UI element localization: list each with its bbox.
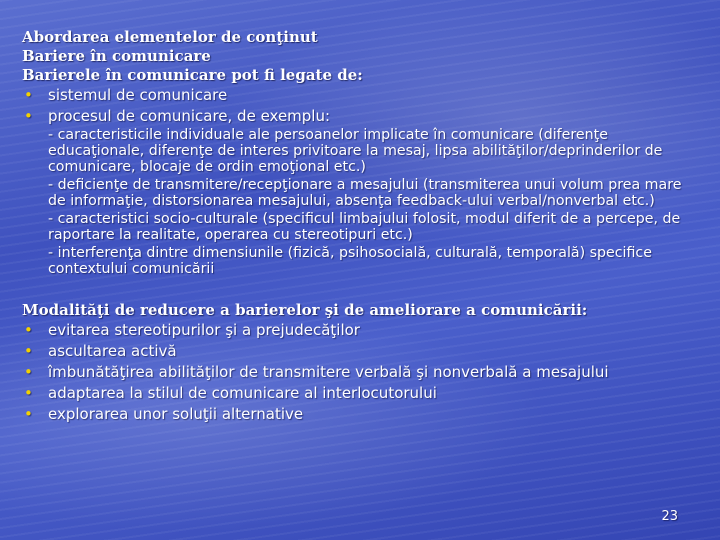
bullet-icon: • (24, 86, 33, 104)
bullet-icon: • (24, 321, 33, 339)
bullet-icon: • (24, 363, 33, 381)
bullet-icon: • (24, 384, 33, 402)
subsection-title: Bariere în comunicare (22, 47, 211, 65)
page-number: 23 (661, 509, 678, 524)
list-item (22, 341, 682, 362)
list-item-text: adaptarea la stilul de comunicare al interlocutorului (48, 384, 437, 402)
barrier-list (22, 85, 682, 127)
methods-heading: Modalităţi de reducere a barierelor şi de ameliorare a comunicării: (22, 301, 588, 319)
list-item-text: evitarea stereotipurilor şi a prejudecăţilor (48, 321, 360, 339)
list-item-text: sistemul de comunicare (48, 86, 228, 104)
bullet-icon: • (24, 405, 33, 423)
example-item: - interferenţa dintre dimensiunile (fizică, psihosocială, culturală, temporală) specifice contextului comunicării (48, 245, 652, 277)
list-item-text: îmbunătăţirea abilităţilor de transmitere verbală şi nonverbală a mesajului (48, 363, 609, 381)
list-item (22, 362, 682, 383)
barriers-intro: Barierele în comunicare pot fi legate de: (22, 66, 363, 84)
list-item (22, 106, 682, 127)
list-item-text: procesul de comunicare, de exemplu: (48, 107, 331, 125)
slide-content (22, 28, 682, 425)
list-item-text: explorarea unor soluţii alternative (48, 405, 304, 423)
list-item (22, 383, 682, 404)
list-item (22, 404, 682, 425)
bullet-icon: • (24, 107, 33, 125)
list-item-text: ascultarea activă (48, 342, 177, 360)
list-item (22, 320, 682, 341)
example-item: - caracteristicile individuale ale persoanelor implicate în comunicare (diferenţe educaţionale, diferenţe de interes privitoare la mesaj, lipsa abilităţilor/deprinderilor de comunicare, blocaje de ordin emoţional etc.) (48, 127, 663, 175)
example-item: - caracteristici socio-culturale (specificul limbajului folosit, modul diferit de a percepe, de raportare la realitate, operarea cu stereotipuri etc.) (48, 211, 681, 243)
list-item (22, 85, 682, 106)
section-title: Abordarea elementelor de conţinut (22, 28, 318, 46)
methods-list (22, 320, 682, 425)
example-item: - deficienţe de transmitere/recepţionare a mesajului (transmiterea unui volum prea mare de informaţie, distorsionarea mesajului, absenţa feedback-ului verbal/nonverbal etc.) (48, 177, 682, 209)
bullet-icon: • (24, 342, 33, 360)
